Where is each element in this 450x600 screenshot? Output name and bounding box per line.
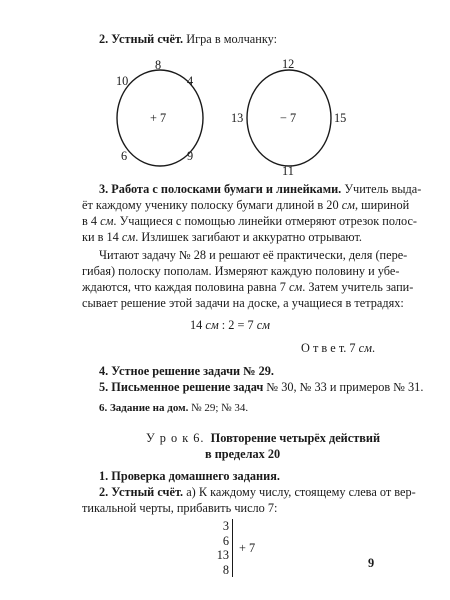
lesson-heading-line1 [146, 431, 380, 446]
task3-line4 [82, 230, 362, 245]
unit-cm: см [205, 318, 219, 332]
task3-line3 [82, 214, 417, 229]
oval2-center: − 7 [280, 111, 297, 125]
task6-text: № 29; № 34. [188, 402, 249, 414]
task5-title: 5. Письменное решение задач [99, 380, 264, 394]
task5-text: № 30, № 33 и примеров № 31. [263, 380, 424, 394]
page-number: 9 [368, 556, 375, 570]
column-number: 3 [222, 519, 229, 533]
answer-label: О т в е т. [301, 341, 347, 355]
task4-heading: 4. Устное решение задачи № 29. [99, 364, 274, 378]
task3-text: , шириной [355, 198, 410, 212]
para2-line1: Читают задачу № 28 и решают её практически, деля (пере- [99, 248, 408, 262]
oval1-top-left: 10 [116, 74, 129, 88]
task2-text: Игра в молчанку: [183, 32, 278, 46]
column-operation: + 7 [239, 541, 256, 555]
oval1-bottom-left: 6 [121, 149, 128, 163]
oval2-bottom: 11 [282, 164, 294, 178]
oval1-center: + 7 [150, 111, 167, 125]
number-column [213, 519, 229, 577]
para2-text: ждаются, что каждая половина равна 7 [82, 280, 289, 294]
equation [190, 318, 270, 333]
task3-text: ки в 14 [82, 230, 122, 244]
task3-text: . Учащиеся с помощью линейки отмеряют отрезок полос- [113, 214, 418, 228]
task5-heading [99, 380, 423, 395]
para2-text: . Затем учитель запи- [302, 280, 414, 294]
unit-cm: см [256, 318, 271, 332]
oval1-top: 8 [155, 58, 162, 72]
l6-task1-heading: 1. Проверка домашнего задания. [99, 469, 280, 483]
oval2-top: 12 [282, 57, 295, 71]
equation-part: 14 [190, 318, 206, 332]
l6-task2-text: а) К каждому числу, стоящему слева от вер- [183, 485, 416, 499]
oval2-right: 15 [334, 111, 347, 125]
para2-line4: сывает решение этой задачи на доске, а учащиеся в тетрадях: [82, 296, 404, 310]
lesson-heading-line2: в пределах 20 [205, 447, 281, 461]
lesson-label: У р о к 6. [146, 431, 205, 445]
answer-value: 7 [346, 341, 359, 355]
column-number: 6 [222, 533, 229, 548]
task3-title: 3. Работа с полосками бумаги и линейками. [99, 182, 342, 196]
unit-cm: см [100, 214, 114, 228]
task2-title: 2. Устный счёт. [99, 32, 184, 46]
task3-line2 [82, 198, 409, 213]
task3-text: ёт каждому ученику полоску бумаги длиной в 20 [82, 198, 342, 212]
answer: О т в е т. 7 см. [301, 341, 376, 355]
column-number: 13 [216, 548, 229, 562]
oval1-bottom-right: 9 [187, 149, 194, 163]
l6-task2-line2: тикальной черты, прибавить число 7: [82, 501, 278, 515]
para2-line3 [82, 280, 413, 295]
lesson-title: Повторение четырёх действий [210, 431, 381, 445]
para2-line2: гибая) полоску пополам. Измеряют каждую половину и убе- [82, 264, 400, 278]
oval2-left: 13 [231, 111, 244, 125]
task3-line1 [99, 182, 421, 197]
unit-cm: см [341, 198, 355, 212]
task6-title: 6. Задание на дом. [99, 402, 189, 414]
l6-task2-line1 [99, 485, 416, 500]
oval1-top-right: 4 [187, 74, 194, 88]
unit-cm: см [121, 230, 136, 244]
task6-heading [99, 402, 248, 414]
equation-part: : 2 = 7 [218, 318, 257, 332]
task3-text: Учитель выда- [341, 182, 422, 196]
column-number: 8 [222, 562, 229, 577]
vertical-rule [232, 519, 233, 577]
unit-cm: см [288, 280, 303, 294]
l6-task2-title: 2. Устный счёт. [99, 485, 184, 499]
task3-text: . Излишек загибают и аккуратно отрывают. [135, 230, 362, 244]
unit-cm: см [358, 341, 372, 355]
task3-text: в 4 [82, 214, 101, 228]
